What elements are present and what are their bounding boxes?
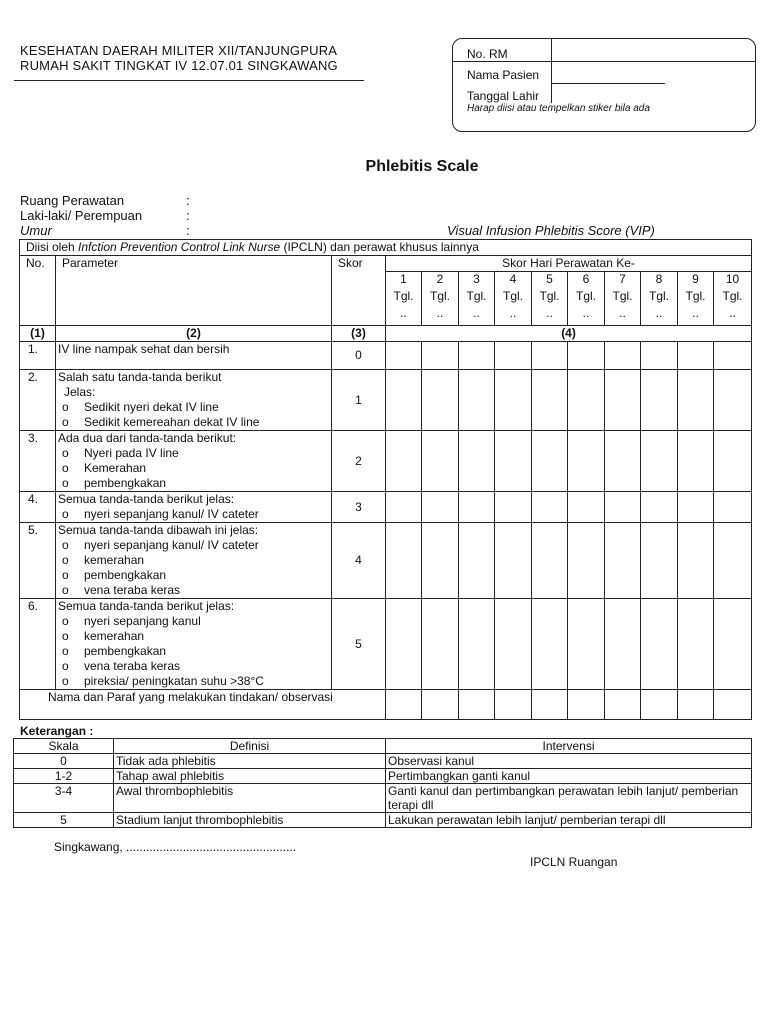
row-bullet-item xyxy=(58,614,331,629)
day-dots: .. xyxy=(509,306,517,320)
score-entry-cell[interactable] xyxy=(568,431,605,492)
day-header-3 xyxy=(459,272,495,326)
score-entry-cell[interactable] xyxy=(714,523,752,599)
score-entry-cell[interactable] xyxy=(641,370,678,431)
bullet-marker: o xyxy=(62,507,69,521)
row-bullet-item xyxy=(58,400,331,415)
header-no: No. xyxy=(20,256,56,326)
keterangan-label: Keterangan : xyxy=(20,724,94,738)
row-bullet-item xyxy=(58,568,331,583)
day-number: 7 xyxy=(619,272,626,286)
day-header-6 xyxy=(568,272,605,326)
header-rule xyxy=(14,80,364,81)
ket-skala: 5 xyxy=(14,813,114,828)
day-header-7 xyxy=(605,272,641,326)
day-dots: .. xyxy=(692,306,699,320)
signature-cell[interactable] xyxy=(641,690,678,720)
day-tgl: Tgl. xyxy=(539,289,560,303)
score-entry-cell[interactable] xyxy=(495,492,532,523)
score-entry-cell[interactable] xyxy=(605,492,641,523)
score-entry-cell[interactable] xyxy=(678,599,714,690)
score-entry-cell[interactable] xyxy=(641,492,678,523)
row-title: Semua tanda-tanda berikut jelas: xyxy=(58,599,235,613)
bullet-text: nyeri sepanjang kanul/ IV cateter xyxy=(84,507,259,521)
score-entry-cell[interactable] xyxy=(714,492,752,523)
score-entry-cell[interactable] xyxy=(386,492,422,523)
day-number: 1 xyxy=(400,272,407,286)
day-header-9 xyxy=(678,272,714,326)
row-bullet-item xyxy=(58,644,331,659)
ket-definisi: Tahap awal phlebitis xyxy=(114,769,386,784)
ket-intervensi: Ganti kanul dan pertimbangkan perawatan lebih lanjut/ pemberian terapi dll xyxy=(386,784,752,813)
score-entry-cell[interactable] xyxy=(386,431,422,492)
day-tgl: Tgl. xyxy=(648,289,669,303)
header-skor: Skor xyxy=(332,256,386,326)
row-title: Salah satu tanda-tanda berikut xyxy=(58,370,222,384)
bullet-marker: o xyxy=(62,553,69,567)
ket-definisi: Stadium lanjut thrombophlebitis xyxy=(114,813,386,828)
row-number: 3. xyxy=(20,431,56,492)
bullet-marker: o xyxy=(62,659,69,673)
ket-skala: 3-4 xyxy=(14,784,114,813)
row-number: 1. xyxy=(20,342,56,370)
org-line-2: RUMAH SAKIT TINGKAT IV 12.07.01 SINGKAWANG xyxy=(20,58,338,73)
row-bullet-item xyxy=(58,553,331,568)
row-score: 5 xyxy=(332,599,386,690)
score-entry-cell[interactable] xyxy=(422,599,459,690)
bullet-marker: o xyxy=(62,568,69,582)
umur-colon: : xyxy=(186,223,190,238)
header-parameter: Parameter xyxy=(56,256,332,326)
ruang-colon: : xyxy=(186,193,190,208)
score-entry-cell[interactable] xyxy=(422,492,459,523)
day-dots: .. xyxy=(619,306,626,320)
ket-intervensi: Pertimbangkan ganti kanul xyxy=(386,769,752,784)
day-tgl: Tgl. xyxy=(722,289,743,303)
score-entry-cell[interactable] xyxy=(422,523,459,599)
day-header-1 xyxy=(386,272,422,326)
day-dots: .. xyxy=(546,306,553,320)
ket-skala: 1-2 xyxy=(14,769,114,784)
row-bullet-item xyxy=(58,507,331,522)
row-title: Semua tanda-tanda dibawah ini jelas: xyxy=(58,523,259,537)
score-entry-cell[interactable] xyxy=(386,523,422,599)
fill-prefix: Diisi oleh xyxy=(26,240,79,254)
day-tgl: Tgl. xyxy=(612,289,633,303)
day-header-5 xyxy=(532,272,568,326)
bullet-marker: o xyxy=(62,476,69,490)
bullet-text: vena teraba keras xyxy=(84,583,181,597)
signature-cell[interactable] xyxy=(568,690,605,720)
row-bullet-item xyxy=(58,538,331,553)
keterangan-table xyxy=(13,738,752,828)
score-entry-cell[interactable] xyxy=(532,431,568,492)
bullet-marker: o xyxy=(62,583,69,597)
col-index-1: (1) xyxy=(20,326,56,342)
day-tgl: Tgl. xyxy=(575,289,596,303)
day-header-10 xyxy=(714,272,752,326)
ket-header-intervensi: Intervensi xyxy=(386,739,752,754)
score-entry-cell[interactable] xyxy=(459,523,495,599)
row-bullet-item xyxy=(58,476,331,491)
day-tgl: Tgl. xyxy=(393,289,414,303)
day-number: 2 xyxy=(436,272,444,286)
bullet-marker: o xyxy=(62,415,69,429)
signature-cell[interactable] xyxy=(459,690,495,720)
score-entry-cell[interactable] xyxy=(459,370,495,431)
day-number: 3 xyxy=(473,272,480,286)
patient-box-rule-1 xyxy=(453,61,755,62)
bullet-text: nyeri sepanjang kanul/ IV cateter xyxy=(84,538,259,552)
day-number: 4 xyxy=(509,272,517,286)
score-entry-cell[interactable] xyxy=(678,342,714,370)
row-parameter xyxy=(56,599,332,690)
row-number: 6. xyxy=(20,599,56,690)
score-entry-cell[interactable] xyxy=(641,342,678,370)
ket-intervensi: Lakukan perawatan lebih lanjut/ pemberian terapi dll xyxy=(386,813,752,828)
nama-pasien-label: Nama Pasien xyxy=(467,68,540,82)
day-number: 9 xyxy=(692,272,699,286)
row-subtitle: Jelas: xyxy=(64,385,96,399)
bullet-text: vena teraba keras xyxy=(84,659,181,673)
day-dots: .. xyxy=(436,306,444,320)
no-rm-label: No. RM xyxy=(467,47,508,61)
score-entry-cell[interactable] xyxy=(568,370,605,431)
bullet-text: pembengkakan xyxy=(84,644,167,658)
row-bullet-item xyxy=(58,659,331,674)
ipcln-signature-label: IPCLN Ruangan xyxy=(530,855,618,869)
day-tgl: Tgl. xyxy=(466,289,487,303)
bullet-text: Sedikit nyeri dekat IV line xyxy=(84,400,219,414)
score-entry-cell[interactable] xyxy=(386,342,422,370)
signature-cell[interactable] xyxy=(714,690,752,720)
day-tgl: Tgl. xyxy=(502,289,523,303)
score-entry-cell[interactable] xyxy=(678,492,714,523)
score-entry-cell[interactable] xyxy=(495,599,532,690)
day-number: 10 xyxy=(725,272,740,286)
row-score: 2 xyxy=(332,431,386,492)
score-entry-cell[interactable] xyxy=(532,492,568,523)
umur-label: Umur xyxy=(20,223,52,238)
tanggal-lahir-label: Tanggal Lahir xyxy=(467,89,540,103)
score-entry-cell[interactable] xyxy=(495,523,532,599)
score-entry-cell[interactable] xyxy=(459,599,495,690)
bullet-marker: o xyxy=(62,446,69,460)
day-header-8 xyxy=(641,272,678,326)
fill-suffix: (IPCLN) dan perawat khusus lainnya xyxy=(280,240,479,254)
score-entry-cell[interactable] xyxy=(568,523,605,599)
day-dots: .. xyxy=(729,306,736,320)
bullet-marker: o xyxy=(62,614,69,628)
signature-row-label: Nama dan Paraf yang melakukan tindakan/ observasi xyxy=(20,690,386,720)
signature-cell[interactable] xyxy=(422,690,459,720)
vip-caption: Visual Infusion Phlebitis Score (VIP) xyxy=(447,223,655,238)
day-number: 5 xyxy=(546,272,553,286)
ket-skala: 0 xyxy=(14,754,114,769)
row-number: 4. xyxy=(20,492,56,523)
row-bullet-item xyxy=(58,629,331,644)
row-bullet-item xyxy=(58,461,331,476)
signature-cell[interactable] xyxy=(605,690,641,720)
row-bullet-item xyxy=(58,446,331,461)
sticker-note: Harap diisi atau tempelkan stiker bila ada xyxy=(467,103,650,114)
score-entry-cell[interactable] xyxy=(532,523,568,599)
ket-header-definisi: Definisi xyxy=(114,739,386,754)
score-entry-cell[interactable] xyxy=(605,370,641,431)
row-number: 5. xyxy=(20,523,56,599)
score-entry-cell[interactable] xyxy=(532,342,568,370)
day-dots: .. xyxy=(473,306,480,320)
bullet-marker: o xyxy=(62,461,69,475)
score-entry-cell[interactable] xyxy=(568,492,605,523)
row-score: 4 xyxy=(332,523,386,599)
row-score: 1 xyxy=(332,370,386,431)
signature-cell[interactable] xyxy=(678,690,714,720)
day-dots: .. xyxy=(400,306,407,320)
day-tgl: Tgl. xyxy=(429,289,450,303)
bullet-text: pireksia/ peningkatan suhu >38°C xyxy=(84,674,264,688)
row-title: Ada dua dari tanda-tanda berikut: xyxy=(58,431,237,445)
col-index-3: (3) xyxy=(332,326,386,342)
day-tgl: Tgl. xyxy=(685,289,706,303)
bullet-text: Nyeri pada IV line xyxy=(84,446,179,460)
bullet-marker: o xyxy=(62,400,69,414)
row-parameter xyxy=(56,431,332,492)
fill-instruction xyxy=(20,240,752,256)
row-parameter xyxy=(56,523,332,599)
score-entry-cell[interactable] xyxy=(678,523,714,599)
score-entry-cell[interactable] xyxy=(459,342,495,370)
row-score: 0 xyxy=(332,342,386,370)
bullet-text: pembengkakan xyxy=(84,476,167,490)
bullet-text: kemerahan xyxy=(84,553,145,567)
score-entry-cell[interactable] xyxy=(605,599,641,690)
bullet-text: Sedikit kemereahan dekat IV line xyxy=(84,415,260,429)
score-entry-cell[interactable] xyxy=(641,523,678,599)
page-title: Phlebitis Scale xyxy=(365,158,479,175)
score-entry-cell[interactable] xyxy=(641,599,678,690)
row-parameter xyxy=(56,342,332,370)
day-dots: .. xyxy=(582,306,590,320)
score-entry-cell[interactable] xyxy=(678,431,714,492)
score-entry-cell[interactable] xyxy=(605,342,641,370)
score-entry-cell[interactable] xyxy=(386,370,422,431)
bullet-marker: o xyxy=(62,629,69,643)
place-date-line: Singkawang, ................................................... xyxy=(54,840,297,854)
ket-definisi: Awal thrombophlebitis xyxy=(114,784,386,813)
score-entry-cell[interactable] xyxy=(495,370,532,431)
gender-label: Laki-laki/ Perempuan xyxy=(20,208,143,223)
bullet-text: pembengkakan xyxy=(84,568,167,582)
score-entry-cell[interactable] xyxy=(714,370,752,431)
score-entry-cell[interactable] xyxy=(714,342,752,370)
org-line-1: KESEHATAN DAERAH MILITER XII/TANJUNGPURA xyxy=(20,43,338,58)
patient-box-divider xyxy=(551,39,552,103)
header-skor-hari: Skor Hari Perawatan Ke- xyxy=(386,256,752,272)
score-entry-cell[interactable] xyxy=(605,523,641,599)
row-parameter xyxy=(56,370,332,431)
bullet-text: nyeri sepanjang kanul xyxy=(84,614,201,628)
row-number: 2. xyxy=(20,370,56,431)
row-parameter xyxy=(56,492,332,523)
bullet-marker: o xyxy=(62,674,69,688)
score-entry-cell[interactable] xyxy=(641,431,678,492)
score-entry-cell[interactable] xyxy=(495,431,532,492)
day-number: 8 xyxy=(655,272,663,286)
score-entry-cell[interactable] xyxy=(678,370,714,431)
row-bullet-item xyxy=(58,415,331,430)
score-entry-cell[interactable] xyxy=(495,342,532,370)
row-score: 3 xyxy=(332,492,386,523)
bullet-text: Kemerahan xyxy=(84,461,147,475)
score-entry-cell[interactable] xyxy=(568,342,605,370)
row-bullet-item xyxy=(58,583,331,598)
row-bullet-item xyxy=(58,674,331,689)
score-entry-cell[interactable] xyxy=(532,370,568,431)
signature-cell[interactable] xyxy=(495,690,532,720)
signature-cell[interactable] xyxy=(532,690,568,720)
patient-box-rule-2 xyxy=(551,83,665,84)
bullet-marker: o xyxy=(62,644,69,658)
row-title: Semua tanda-tanda berikut jelas: xyxy=(58,492,235,506)
day-header-4 xyxy=(495,272,532,326)
score-entry-cell[interactable] xyxy=(386,599,422,690)
ket-definisi: Tidak ada phlebitis xyxy=(114,754,386,769)
col-index-4: (4) xyxy=(386,326,752,342)
patient-identity-box xyxy=(452,38,756,132)
score-entry-cell[interactable] xyxy=(459,492,495,523)
row-title: IV line nampak sehat dan bersih xyxy=(58,342,230,356)
signature-cell[interactable] xyxy=(386,690,422,720)
score-entry-cell[interactable] xyxy=(532,599,568,690)
score-entry-cell[interactable] xyxy=(422,342,459,370)
day-number: 6 xyxy=(582,272,590,286)
score-entry-cell[interactable] xyxy=(605,431,641,492)
day-dots: .. xyxy=(655,306,663,320)
score-entry-cell[interactable] xyxy=(422,370,459,431)
col-index-2: (2) xyxy=(56,326,332,342)
ket-intervensi: Observasi kanul xyxy=(386,754,752,769)
bullet-marker: o xyxy=(62,538,69,552)
ruang-label: Ruang Perawatan xyxy=(20,193,125,208)
phlebitis-score-table xyxy=(19,239,752,720)
score-entry-cell[interactable] xyxy=(568,599,605,690)
fill-ipcln: Infction Prevention Control Link Nurse xyxy=(78,240,281,254)
score-entry-cell[interactable] xyxy=(459,431,495,492)
score-entry-cell[interactable] xyxy=(422,431,459,492)
gender-colon: : xyxy=(186,208,190,223)
bullet-text: kemerahan xyxy=(84,629,145,643)
score-entry-cell[interactable] xyxy=(714,431,752,492)
ket-header-skala: Skala xyxy=(14,739,114,754)
day-header-2 xyxy=(422,272,459,326)
score-entry-cell[interactable] xyxy=(714,599,752,690)
